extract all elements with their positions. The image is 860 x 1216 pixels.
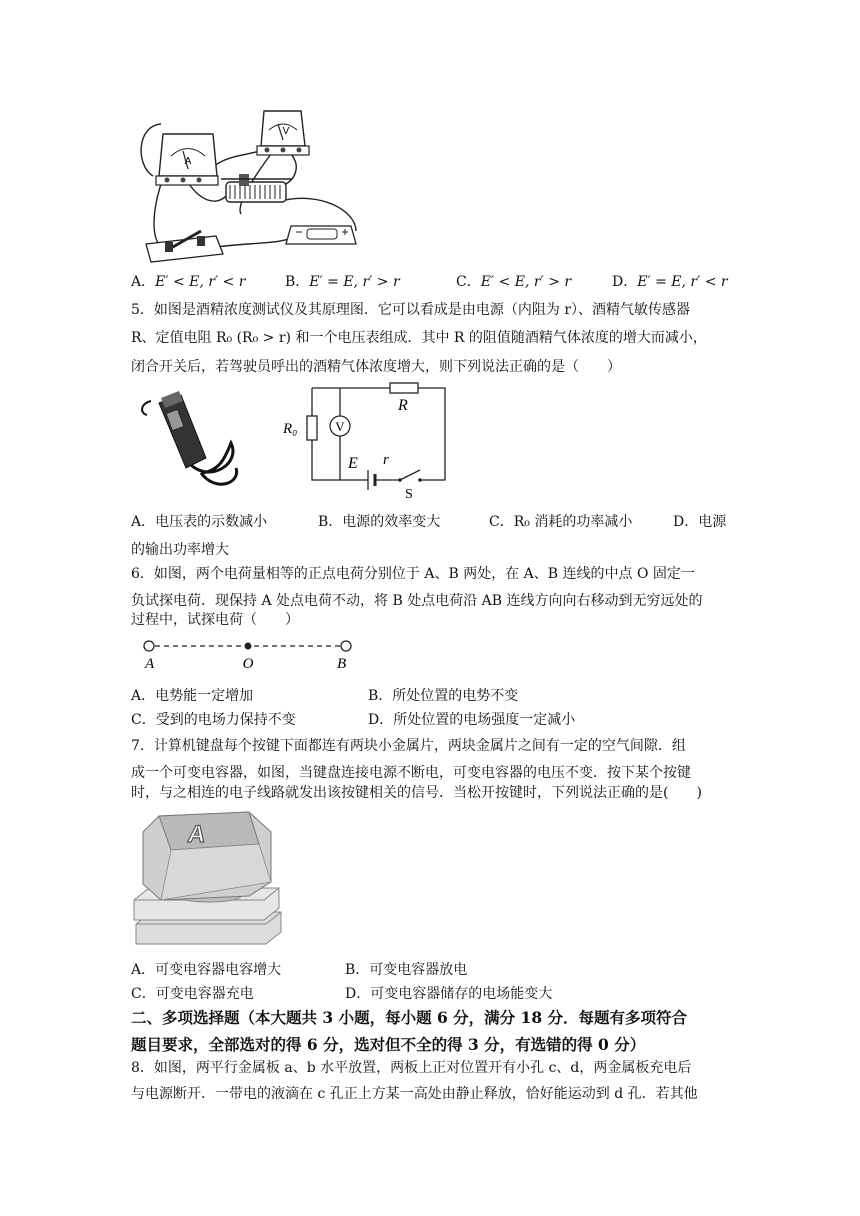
- switch-label: S: [405, 487, 413, 500]
- ammeter-label: A: [184, 156, 192, 167]
- q7-text-line-1: 7．计算机键盘每个按键下面都连有两块小金属片，两块金属片之间有一定的空气间隙．组: [131, 738, 686, 754]
- e-label: E: [348, 455, 358, 472]
- keyboard-key-capacitor-image: [131, 804, 286, 954]
- q8-text-line-1: 8．如图，两平行金属板 a、b 水平放置，两板上正对位置开有小孔 c、d，两金属板充电后: [131, 1060, 692, 1076]
- section2-heading-line-1: 二、多项选择题（本大题共 3 小题，每小题 6 分，满分 18 分．每题有多项符合: [131, 1008, 688, 1027]
- q6-option-d[interactable]: D．所处位置的电场强度一定减小: [368, 712, 576, 728]
- q7-text-line-2: 成一个可变电容器，如图，当键盘连接电源不断电，可变电容器的电压不变．按下某个按键: [131, 765, 691, 781]
- q5-option-d[interactable]: D．电源: [673, 514, 727, 530]
- key-letter: A: [186, 821, 208, 848]
- q5-option-d-continued: 的输出功率增大: [131, 542, 229, 558]
- point-a-label: A: [145, 656, 155, 672]
- q5-text-line-3: 闭合开关后，若驾驶员呼出的酒精气体浓度增大，则下列说法正确的是（ ）: [131, 359, 621, 375]
- q5-circuit-diagram: [280, 380, 460, 500]
- point-o: [245, 643, 252, 650]
- knife-switch: [146, 231, 223, 262]
- q6-text-line-3: 过程中，试探电荷（ ）: [131, 612, 299, 628]
- q5-text-line-1: 5．如图是酒精浓度测试仪及其原理图．它可以看成是由电源（内阻为 r）、酒精气敏传感器: [131, 302, 691, 318]
- point-a: [144, 641, 154, 651]
- q6-text-line-2: 负试探电荷．现保持 A 处点电荷不动，将 B 处点电荷沿 AB 连线方向向右移动到无穷远处的: [131, 593, 703, 609]
- q6-option-c[interactable]: C．受到的电场力保持不变: [131, 712, 296, 728]
- rheostat: [221, 174, 291, 202]
- q7-text-line-3: 时，与之相连的电子线路就发出该按键相关的信号．当松开按键时，下列说法正确的是( ): [131, 785, 702, 801]
- q5-text-line-2: R、定值电阻 R₀ (R₀ > r) 和一个电压表组成．其中 R 的阻值随酒精气体浓度的增大而减小，: [131, 330, 707, 346]
- q5-option-b[interactable]: B．电源的效率变大: [318, 514, 441, 530]
- resistor-r0: [307, 416, 317, 440]
- internal-r-label: r: [383, 452, 389, 468]
- q6-option-b[interactable]: B．所处位置的电势不变: [368, 688, 519, 704]
- r0-label: R₀: [283, 421, 298, 437]
- q5-option-c[interactable]: C．R₀ 消耗的功率减小: [489, 514, 633, 530]
- q6-charge-line-diagram: [135, 636, 365, 676]
- q7-option-d[interactable]: D．可变电容器储存的电场能变大: [345, 986, 553, 1002]
- r-label: R: [398, 397, 408, 414]
- q4-apparatus-figure: [131, 106, 371, 266]
- q4-option-c[interactable]: C．E′ < E, r′ > r: [456, 274, 572, 290]
- q4-option-a[interactable]: A．E′ < E, r′ < r: [131, 274, 246, 290]
- point-o-label: O: [242, 656, 254, 672]
- point-b: [341, 641, 351, 651]
- q7-option-a[interactable]: A．可变电容器电容增大: [131, 962, 282, 978]
- q4-option-b[interactable]: B．E′ = E, r′ > r: [285, 274, 400, 290]
- q6-text-line-1: 6．如图，两个电荷量相等的正点电荷分别位于 A、B 两处，在 A、B 连线的中点 O 固定一: [131, 566, 695, 582]
- voltmeter-symbol-label: V: [335, 419, 345, 434]
- ammeter: [156, 134, 218, 185]
- q7-option-b[interactable]: B．可变电容器放电: [345, 962, 468, 978]
- section2-heading-line-2: 题目要求，全部选对的得 6 分，选对但不全的得 3 分，有选错的得 0 分）: [131, 1035, 646, 1054]
- point-b-label: B: [337, 656, 347, 672]
- battery: [286, 226, 356, 244]
- resistor-r: [390, 383, 418, 393]
- voltmeter-label: V: [282, 126, 290, 137]
- q8-text-line-2: 与电源断开．一带电的液滴在 c 孔正上方某一高处由静止释放，恰好能运动到 d 孔．若其他: [131, 1086, 698, 1102]
- breathalyzer-device-image: [131, 383, 251, 503]
- q5-option-a[interactable]: A．电压表的示数减小: [131, 514, 268, 530]
- q7-option-c[interactable]: C．可变电容器充电: [131, 986, 254, 1002]
- voltmeter: [257, 111, 309, 155]
- q4-option-d[interactable]: D．E′ = E, r′ < r: [612, 274, 728, 290]
- q6-option-a[interactable]: A．电势能一定增加: [131, 688, 254, 704]
